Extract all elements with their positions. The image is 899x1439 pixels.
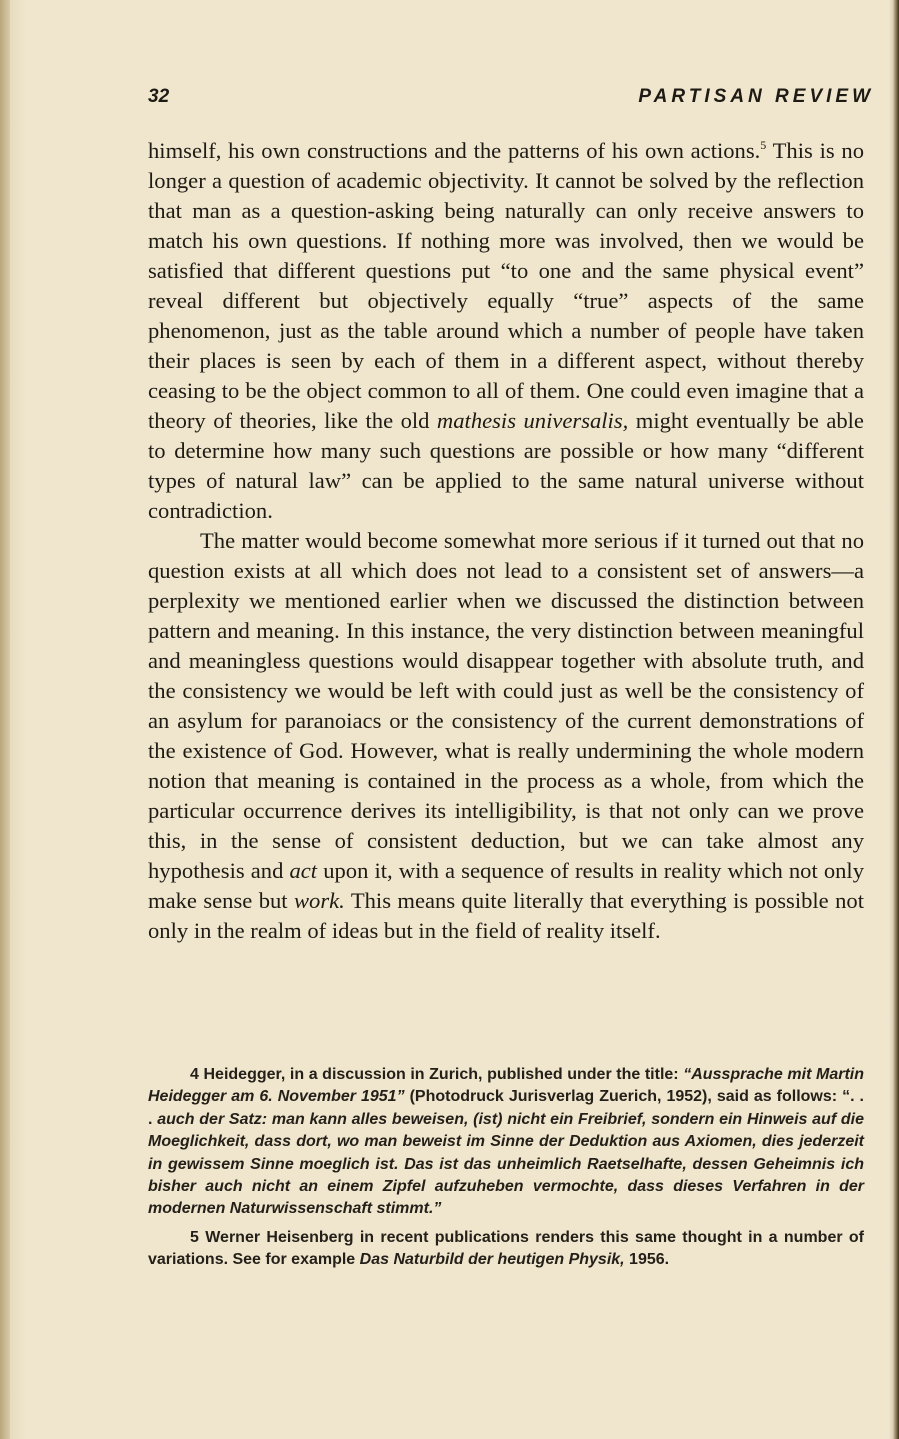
page-gutter-shadow: [0, 0, 10, 1439]
footnote-5-number: 5: [190, 1228, 199, 1246]
footnote-4-quote: man kann alles beweisen, (ist) nicht ein Freibrief, sondern ein Hinweis auf die Moeglichkeit, dass dort, wo man beweist im Sinne der Deduktion aus Axiomen, dies jederzeit in gewissem Sinne moeglich ist. Das ist das unheimlich Raetselhafte, dessen Geheimnis ich bisher auch nicht an einem Zipfel aufzuheben vermochte, dass dieses Verfahren in der modernen Naturwissenschaft stimmt.”: [148, 1110, 865, 1218]
paragraph-2-text-c: This means quite literally that everything is possible not only in the realm of ideas but in the field of reality itself.: [148, 888, 864, 943]
page-edge-shadow: [893, 0, 899, 1439]
footnote-5-text-b: 1956.: [624, 1251, 670, 1269]
page-number: 32: [148, 86, 170, 107]
paragraph-2-text-a: The matter would become somewhat more serious if it turned out that no question exists at all which does not lead to a consistent set of answers—a perplexity we mentioned earlier when we discussed the distinction between pattern and meaning. In this instance, the very distinction between meaningful and meaningless questions would disappear together with absolute truth, and the consistency we would be left with could just as well be the consistency of an asylum for paranoiacs or the consistency of the current demonstrations of the existence of God. However, what is really undermining the whole modern notion that meaning is contained in the process as a whole, from which the particular occurrence derives its intelligibility, is that not only can we prove this, in the sense of consistent deduction, but we can take almost any hypothesis and: [148, 528, 864, 883]
footnote-4-number: 4: [190, 1066, 199, 1083]
footnote-4-title: “Aussprache mit Martin Heidegger am 6. November 1951”: [148, 1066, 865, 1106]
paragraph-2-italic-work: work.: [293, 888, 345, 913]
paragraph-2-italic-act: act: [289, 858, 318, 883]
paragraph-2-text-b: upon it, with a sequence of results in reality which not only make sense but: [148, 858, 865, 913]
paragraph-1: [148, 136, 864, 526]
footnotes: [148, 1064, 864, 1272]
paragraph-1-italic: mathesis universalis,: [436, 408, 629, 433]
body-text: [148, 136, 864, 946]
paragraph-1-text-b: This is no longer a question of academic objectivity. It cannot be solved by the reflection that man as a question-asking being naturally can only receive answers to match his own questions. If nothing more was involved, then we would be satisfied that different questions put “to one and the same physical event” reveal different but objectively equally “true” aspects of the same phenomenon, just as the table around which a number of people have taken their places is seen by each of them in a different aspect, without thereby ceasing to be the object common to all of them. One could even imagine that a theory of theories, like the old: [148, 138, 864, 433]
paragraph-1-text-a: himself, his own constructions and the patterns of his own actions.: [148, 138, 761, 163]
footnote-5: [148, 1227, 864, 1272]
footnote-4-quote-label: auch der Satz:: [157, 1110, 268, 1128]
footnote-4-text-a: Heidegger, in a discussion in Zurich, published under the title:: [198, 1066, 684, 1083]
footnote-ref-5: 5: [760, 138, 767, 152]
footnote-4-text-b: (Photodruck Jurisverlag Zuerich, 1952), said as follows: “. . .: [148, 1088, 864, 1128]
paragraph-1-text-c: might eventually be able to determine how many such questions are possible or how many “different types of natural law” can be applied to the same natural universe without contradiction.: [148, 408, 864, 523]
running-head: PARTISAN REVIEW: [638, 86, 874, 107]
footnote-5-text-a: Werner Heisenberg in recent publications renders this same thought in a number of variations. See for example: [148, 1228, 864, 1269]
footnote-5-title: Das Naturbild der heutigen Physik,: [359, 1251, 625, 1269]
paragraph-2: [148, 526, 864, 946]
footnote-4: [148, 1064, 864, 1221]
page-header: [148, 86, 874, 116]
